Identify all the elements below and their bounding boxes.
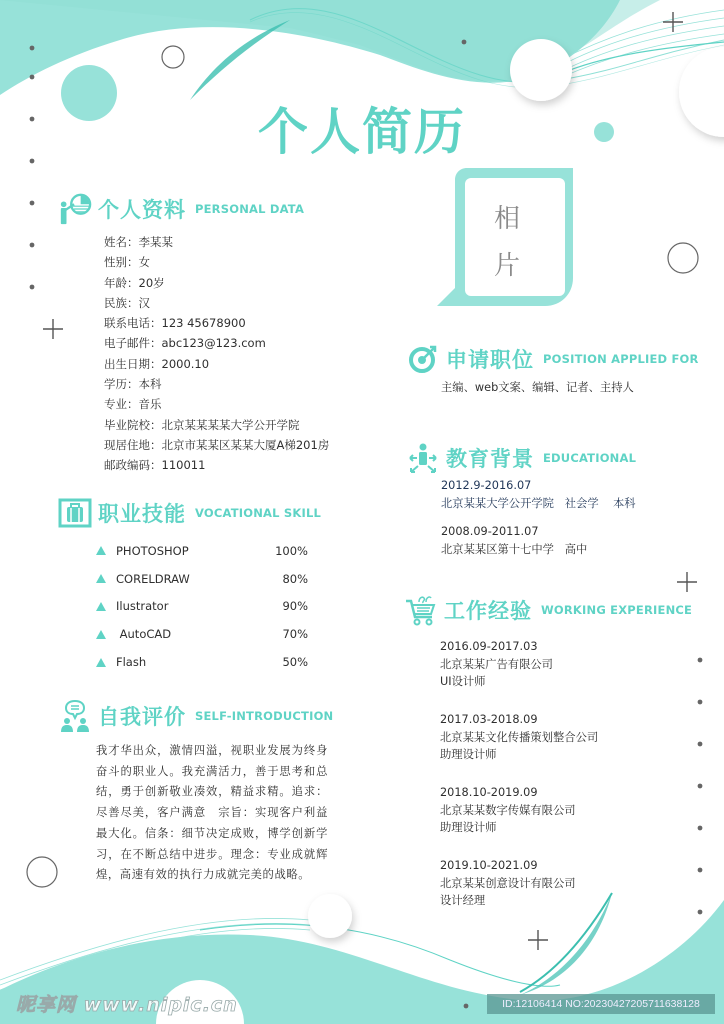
- field-value: 北京某某某某大学公开学院: [161, 417, 300, 432]
- section-subtitle: POSITION APPLIED FOR: [543, 352, 699, 366]
- chat-people-icon: [58, 700, 92, 732]
- work-company: 北京某某广告有限公司: [440, 657, 553, 671]
- person-arrows-icon: [406, 442, 440, 474]
- field-postal-code: [104, 455, 329, 475]
- work-company: 北京某某文化传播策划整合公司: [440, 730, 599, 744]
- presentation-icon: [58, 193, 92, 225]
- field-label: 电子邮件：: [104, 336, 162, 351]
- field-value: 123 45678900: [161, 316, 246, 331]
- field-value: 北京市某某区某某大厦A梯201房: [161, 437, 330, 452]
- field-degree: [104, 374, 329, 394]
- education-detail: 北京某某区第十七中学 高中: [441, 543, 588, 556]
- field-label: 学历：: [104, 377, 139, 392]
- skill-item: [96, 593, 308, 621]
- field-email: [104, 333, 329, 353]
- personal-data-list: [104, 232, 329, 476]
- photo-char-2: 片: [493, 251, 520, 281]
- work-role: UI设计师: [440, 675, 486, 688]
- triangle-bullet-icon: [96, 574, 106, 583]
- field-value: 李某某: [138, 235, 173, 249]
- skill-name: Flash: [116, 655, 147, 670]
- field-name: [104, 232, 329, 252]
- self-intro-text: 我才华出众，激情四溢，视职业发展为终身奋斗的职业人。我充满活力，善于思考和总结，勇于创新敬业凑效，精益求精。追求：尽善尽美，客户满意 宗旨：实现客户利益最大化。信条：细节决定成败，博学创新学习，在不断总结中进步。理念：专业成就辉煌，高速有效的执行力成就完美的战略。: [96, 744, 328, 882]
- field-label: 联系电话：: [104, 316, 162, 331]
- skill-name: CORELDRAW: [116, 571, 190, 586]
- education-period: 2012.9-2016.07: [441, 479, 532, 492]
- work-item: [440, 638, 553, 691]
- work-period: 2018.10-2019.09: [440, 786, 538, 799]
- field-label: 性别：: [104, 255, 139, 270]
- work-role: 助理设计师: [440, 748, 497, 761]
- skill-item: [96, 648, 308, 676]
- section-position-header: [406, 343, 699, 375]
- target-icon: [406, 343, 440, 375]
- work-company: 北京某某数字传媒有限公司: [440, 803, 576, 817]
- field-label: 邮政编码：: [104, 458, 162, 473]
- section-subtitle: PERSONAL DATA: [195, 202, 305, 216]
- section-title: 教育背景: [446, 447, 534, 471]
- watermark-id: ID:12106414 NO:20230427205711638128: [487, 994, 715, 1014]
- watermark-site: 昵享网 www.nipic.cn: [16, 994, 238, 1016]
- triangle-bullet-icon: [96, 602, 106, 611]
- work-period: 2016.09-2017.03: [440, 640, 538, 653]
- page-title: 个人简历: [258, 103, 466, 161]
- triangle-bullet-icon: [96, 546, 106, 555]
- field-ethnicity: [104, 293, 329, 313]
- section-subtitle: EDUCATIONAL: [543, 451, 637, 465]
- education-period: 2008.09-2011.07: [441, 525, 539, 538]
- position-text: 主编、web文案、编辑、记者、主持人: [441, 381, 634, 394]
- photo-char-1: 相: [493, 204, 520, 234]
- field-gender: [104, 252, 329, 272]
- field-age: [104, 273, 329, 293]
- work-item: [440, 711, 598, 764]
- work-item: [440, 857, 576, 910]
- work-period: 2019.10-2021.09: [440, 859, 538, 872]
- field-label: 民族：: [104, 295, 139, 310]
- skill-name: Ilustrator: [116, 599, 169, 614]
- work-company: 北京某某创意设计有限公司: [440, 876, 576, 890]
- skill-percent: 100%: [275, 543, 308, 558]
- field-label: 现居住地：: [104, 437, 162, 452]
- skill-percent: 90%: [282, 599, 308, 614]
- work-role: 设计经理: [440, 894, 486, 907]
- section-personal-header: [58, 193, 304, 225]
- section-title: 个人资料: [98, 198, 186, 222]
- section-subtitle: SELF-INTRODUCTION: [195, 709, 334, 723]
- photo-placeholder: [465, 196, 549, 290]
- field-value: 20岁: [138, 275, 165, 290]
- field-value: 110011: [161, 458, 206, 473]
- field-value: 汉: [138, 295, 150, 310]
- field-label: 毕业院校：: [104, 417, 162, 432]
- section-subtitle: VOCATIONAL SKILL: [195, 506, 322, 520]
- field-label: 姓名：: [104, 235, 139, 249]
- education-item: [441, 477, 636, 513]
- skill-percent: 50%: [282, 655, 308, 670]
- field-value: 2000.10: [161, 356, 210, 371]
- field-value: abc123@123.com: [161, 336, 266, 351]
- section-title: 工作经验: [444, 599, 532, 623]
- skill-name: PHOTOSHOP: [116, 543, 189, 558]
- cart-icon: [404, 594, 438, 626]
- field-birth-date: [104, 354, 329, 374]
- skill-percent: 80%: [282, 571, 308, 586]
- section-title: 申请职位: [446, 348, 534, 372]
- skill-percent: 70%: [282, 627, 308, 642]
- field-label: 年龄：: [104, 275, 139, 290]
- field-school: [104, 415, 329, 435]
- work-role: 助理设计师: [440, 821, 497, 834]
- section-work-header: [404, 594, 692, 626]
- section-title: 自我评价: [98, 705, 186, 729]
- field-value: 女: [138, 255, 150, 270]
- skill-item: [96, 565, 308, 593]
- section-education-header: [406, 442, 636, 474]
- briefcase-icon: [58, 497, 92, 529]
- field-phone: [104, 313, 329, 333]
- field-address: [104, 435, 329, 455]
- education-item: [441, 523, 587, 559]
- field-value: 音乐: [138, 397, 162, 412]
- education-detail: 北京某某大学公开学院 社会学 本科: [441, 497, 636, 510]
- section-self-intro-header: [58, 700, 333, 732]
- field-label: 专业：: [104, 397, 139, 412]
- section-title: 职业技能: [98, 502, 186, 526]
- work-period: 2017.03-2018.09: [440, 713, 538, 726]
- section-skills-header: [58, 497, 321, 529]
- field-label: 出生日期：: [104, 356, 162, 371]
- skill-item: [96, 620, 308, 648]
- skill-item: [96, 537, 308, 565]
- skills-list: [96, 537, 308, 676]
- section-subtitle: WORKING EXPERIENCE: [541, 603, 693, 617]
- work-item: [440, 784, 576, 837]
- skill-name: AutoCAD: [116, 627, 172, 642]
- triangle-bullet-icon: [96, 658, 106, 667]
- field-value: 本科: [138, 377, 162, 392]
- field-major: [104, 394, 329, 414]
- triangle-bullet-icon: [96, 630, 106, 639]
